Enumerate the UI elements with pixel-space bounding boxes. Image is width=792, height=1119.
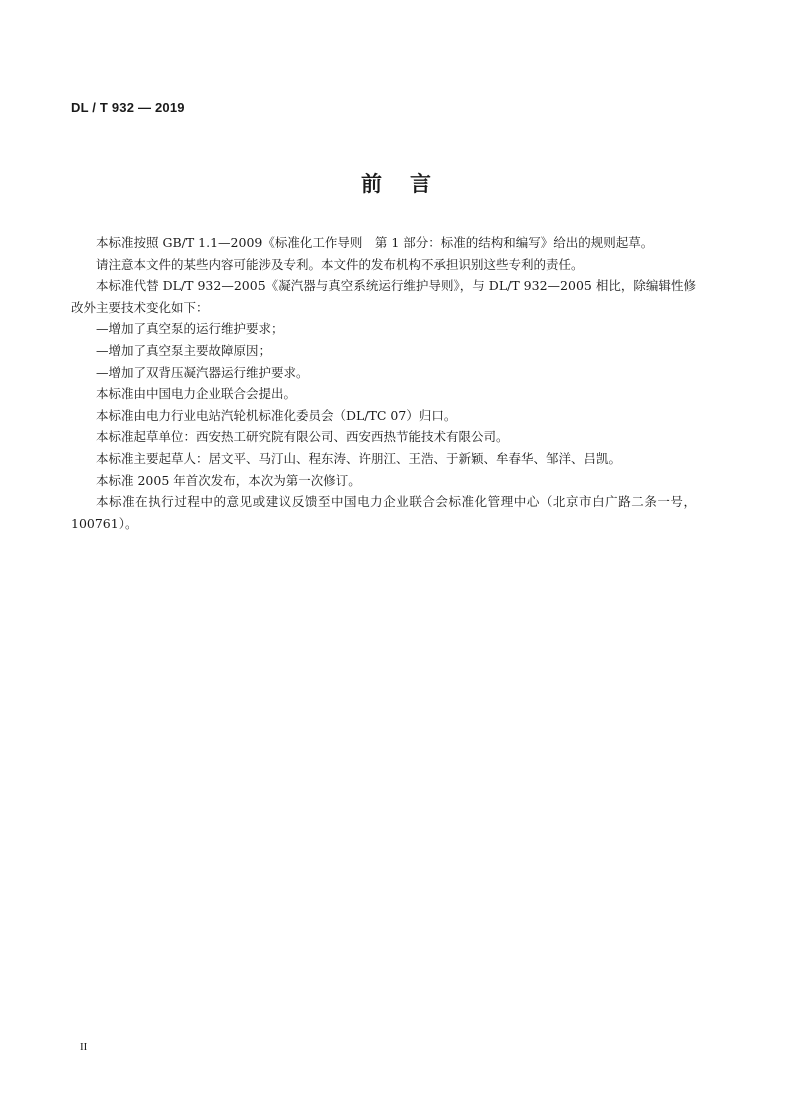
paragraph-technical-committee: 本标准由电力行业电站汽轮机标准化委员会（DL/TC 07）归口。 <box>96 407 457 423</box>
paragraph-replacement: 本标准代替 DL/T 932—2005《凝汽器与真空系统运行维护导则》，与 DL/T 932—2005 相比，除编辑性修改外主要技术变化如下： <box>71 278 696 315</box>
document-code: DL / T 932 — 2019 <box>71 100 185 115</box>
paragraph-drafting-units: 本标准起草单位：西安热工研究院有限公司、西安西热节能技术有限公司。 <box>96 429 509 445</box>
paragraph-feedback: 本标准在执行过程中的意见或建议反馈至中国电力企业联合会标准化管理中心（北京市白广路二条一号，100761）。 <box>71 494 696 531</box>
list-item-change-3: —增加了双背压凝汽器运行维护要求。 <box>96 364 309 380</box>
list-item-change-1: —增加了真空泵的运行维护要求； <box>96 321 284 337</box>
paragraph-drafters: 本标准主要起草人：居文平、马汀山、程东涛、许朋江、王浩、于新颖、牟春华、邹洋、吕凯。 <box>96 450 622 466</box>
foreword-body <box>71 232 696 534</box>
paragraph-patent-notice: 请注意本文件的某些内容可能涉及专利。本文件的发布机构不承担识别这些专利的责任。 <box>96 256 584 272</box>
paragraph-history: 本标准 2005 年首次发布，本次为第一次修订。 <box>96 472 361 488</box>
page-title: 前言 <box>361 172 459 196</box>
list-item-change-2: —增加了真空泵主要故障原因； <box>96 342 272 358</box>
paragraph-drafting-rules: 本标准按照 GB/T 1.1—2009《标准化工作导则 第 1 部分：标准的结构和编写》给出的规则起草。 <box>96 235 654 250</box>
paragraph-proposer: 本标准由中国电力企业联合会提出。 <box>96 386 297 402</box>
page-number: II <box>80 1041 88 1053</box>
